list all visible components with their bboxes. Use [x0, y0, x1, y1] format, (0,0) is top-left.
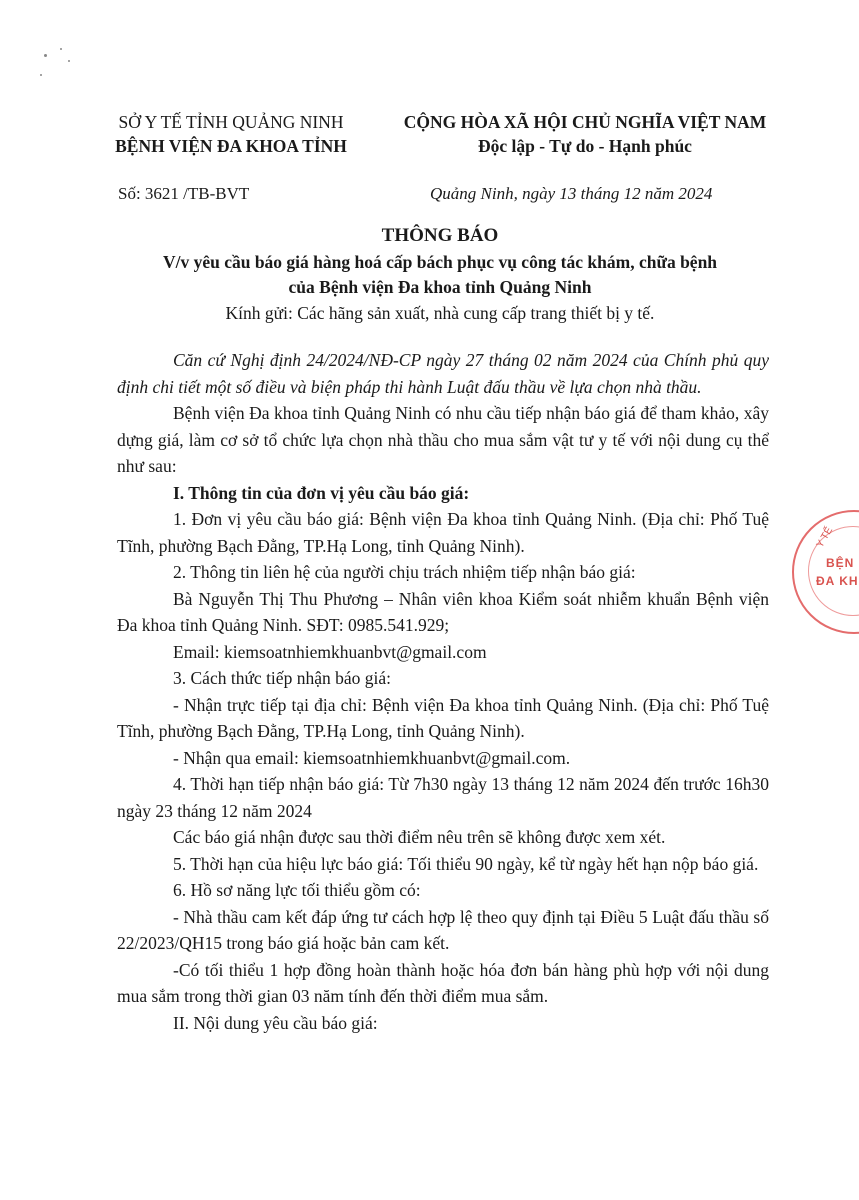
section-1-heading: I. Thông tin của đơn vị yêu cầu báo giá: [173, 482, 470, 503]
intro-paragraph: Bệnh viện Đa khoa tỉnh Quảng Ninh có nhu cầu tiếp nhận báo giá để tham khảo, xây dựng giá, làm cơ sở tổ chức lựa chọn nhà thầu cho mua sắm vật tư y tế với nội dung cụ thể như sau: [117, 403, 769, 476]
seal-inner-ring [808, 526, 859, 616]
document-number: Số: 3621 /TB-BVT [118, 184, 250, 203]
section-2-heading: II. Nội dung yêu cầu báo giá: [173, 1012, 378, 1033]
contact-email: Email: kiemsoatnhiemkhuanbvt@gmail.com [173, 641, 487, 662]
contact-person: Bà Nguyễn Thị Thu Phương – Nhân viên khoa Kiểm soát nhiễm khuẩn Bệnh viện Đa khoa tỉnh Quảng Ninh. SĐT: 0985.541.929; [117, 588, 769, 635]
subject-line-2: của Bệnh viện Đa khoa tỉnh Quảng Ninh [288, 277, 592, 297]
item-5: 5. Thời hạn của hiệu lực báo giá: Tối thiểu 90 ngày, kể từ ngày hết hạn nộp báo giá. [173, 853, 759, 874]
seal-text-line-2: ĐA KH [816, 574, 859, 588]
official-seal [792, 510, 859, 634]
document-body [117, 347, 769, 1036]
item-3-direct: - Nhận trực tiếp tại địa chỉ: Bệnh viện Đa khoa tỉnh Quảng Ninh. (Địa chỉ: Phố Tuệ Tĩnh, phường Bạch Đằng, TP.Hạ Long, tỉnh Quảng Ninh). [117, 694, 769, 741]
document-title: THÔNG BÁO [381, 225, 499, 246]
legal-basis: Căn cứ Nghị định 24/2024/NĐ-CP ngày 27 tháng 02 năm 2024 của Chính phủ quy định chi tiết một số điều và biện pháp thi hành Luật đấu thầu về lựa chọn nhà thầu. [117, 350, 769, 397]
subject-line-1: V/v yêu cầu báo giá hàng hoá cấp bách phục vụ công tác khám, chữa bệnh [162, 252, 718, 272]
agency-line-2: BỆNH VIỆN ĐA KHOA TỈNH [115, 136, 347, 156]
seal-text-line-1: BỆN [826, 556, 855, 570]
item-6-a: - Nhà thầu cam kết đáp ứng tư cách hợp lệ theo quy định tại Điều 5 Luật đấu thầu số 22/2023/QH15 trong báo giá hoặc bản cam kết. [117, 906, 769, 953]
place-and-date: Quảng Ninh, ngày 13 tháng 12 năm 2024 [430, 184, 713, 203]
item-2: 2. Thông tin liên hệ của người chịu trách nhiệm tiếp nhận báo giá: [173, 562, 636, 582]
item-1: 1. Đơn vị yêu cầu báo giá: Bệnh viện Đa khoa tỉnh Quảng Ninh. (Địa chỉ: Phố Tuệ Tĩnh, phường Bạch Đằng, TP.Hạ Long, tỉnh Quảng Ninh). [117, 509, 769, 556]
recipient-line: Kính gửi: Các hãng sản xuất, nhà cung cấp trang thiết bị y tế. [225, 303, 655, 323]
title-block [60, 222, 820, 327]
item-6-b: -Có tối thiểu 1 hợp đồng hoàn thành hoặc hóa đơn bán hàng phù hợp với nội dung mua sắm trong thời gian 03 năm tính đến thời điểm mua sắm. [117, 959, 769, 1006]
item-4: 4. Thời hạn tiếp nhận báo giá: Từ 7h30 ngày 13 tháng 12 năm 2024 đến trước 16h30 ngày 23 tháng 12 năm 2024 [117, 774, 769, 821]
item-3: 3. Cách thức tiếp nhận báo giá: [173, 668, 391, 688]
nation-motto: Độc lập - Tự do - Hạnh phúc [478, 136, 692, 156]
scan-specks [38, 46, 88, 86]
item-3-email: - Nhận qua email: kiemsoatnhiemkhuanbvt@gmail.com. [173, 747, 571, 768]
item-4-note: Các báo giá nhận được sau thời điểm nêu trên sẽ không được xem xét. [173, 827, 666, 847]
issuing-agency [96, 110, 366, 158]
item-6: 6. Hồ sơ năng lực tối thiểu gồm có: [173, 880, 421, 900]
national-motto [385, 110, 785, 158]
agency-line-1: SỞ Y TẾ TỈNH QUẢNG NINH [118, 112, 344, 132]
seal-arc-text: Y TẾ [814, 525, 836, 550]
nation-name: CỘNG HÒA XÃ HỘI CHỦ NGHĨA VIỆT NAM [403, 112, 767, 132]
